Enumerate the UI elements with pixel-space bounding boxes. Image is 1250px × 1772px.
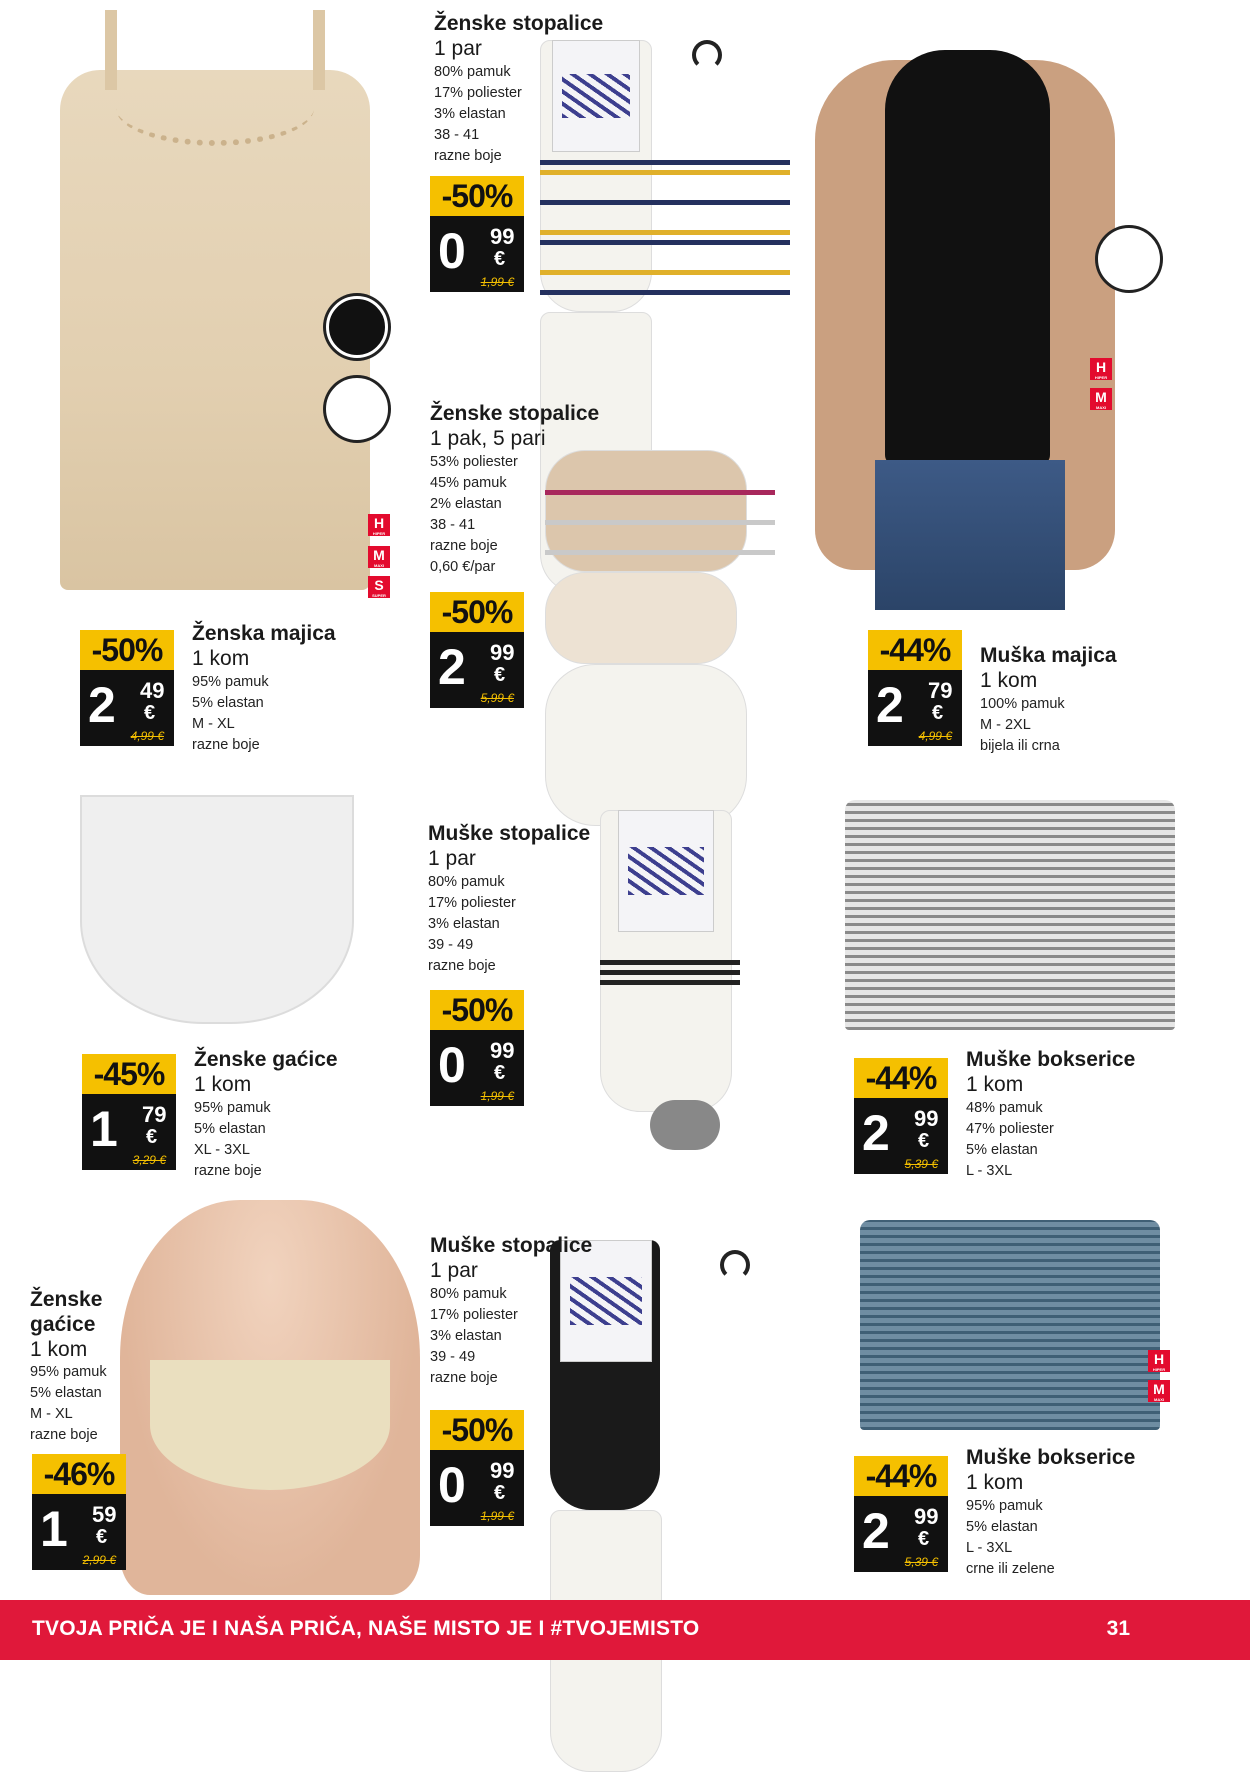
product-info-womens-panties — [30, 1288, 107, 1446]
price-tag — [854, 1058, 948, 1174]
discount-badge: -50% — [430, 592, 524, 632]
old-price: 4,99 € — [918, 729, 952, 743]
product-spec: 95% pamuk — [194, 1099, 271, 1116]
product-title: Muške stopalice — [428, 822, 591, 845]
currency-symbol: € — [918, 1130, 930, 1152]
maxi-badge: M MAXI — [1148, 1380, 1170, 1402]
old-price: 3,29 € — [132, 1153, 166, 1167]
product-spec: L - 3XL — [966, 1162, 1013, 1179]
product-quantity: 1 kom — [966, 1072, 1024, 1096]
product-quantity: 1 par — [428, 846, 476, 870]
product-info-womens-tank — [192, 622, 336, 756]
product-info-mens-tank — [980, 644, 1117, 757]
currency-symbol: € — [494, 1062, 506, 1084]
price-main: 0 — [438, 223, 463, 279]
product-title: Ženske — [30, 1288, 103, 1311]
product-spec: 3% elastan — [430, 1327, 502, 1344]
price-tag — [430, 990, 524, 1106]
currency-symbol: € — [494, 1482, 506, 1504]
product-spec: bijela ili crna — [980, 737, 1060, 754]
mens-boxers-blue-image — [860, 1220, 1160, 1430]
price-tag — [80, 630, 174, 746]
currency-symbol: € — [144, 702, 156, 724]
price-cents: 49 — [140, 678, 165, 703]
product-title: Ženske gaćice — [194, 1048, 338, 1071]
product-spec: 95% pamuk — [966, 1497, 1043, 1514]
product-spec: crne ili zelene — [966, 1560, 1055, 1577]
product-quantity: 1 kom — [192, 646, 250, 670]
discount-badge: -50% — [80, 630, 174, 670]
old-price: 5,39 € — [904, 1157, 938, 1171]
product-title: Ženske stopalice — [434, 12, 604, 35]
footer-banner — [0, 1600, 1250, 1660]
price-tag — [32, 1454, 126, 1570]
product-info-womens-socks-1 — [434, 12, 603, 167]
product-spec: 100% pamuk — [980, 695, 1065, 712]
price-tag — [430, 592, 524, 708]
product-title: Muške stopalice — [430, 1234, 593, 1257]
mens-tank-top-image — [815, 20, 1115, 610]
product-spec: razne boje — [192, 736, 260, 753]
old-price: 1,99 € — [480, 1509, 514, 1523]
product-quantity: 1 kom — [30, 1337, 88, 1361]
product-spec: 5% elastan — [30, 1385, 102, 1402]
old-price: 1,99 € — [480, 1089, 514, 1103]
price-cents: 59 — [92, 1502, 117, 1527]
womens-panties-model-image — [120, 1200, 420, 1595]
product-spec: 3% elastan — [434, 105, 506, 122]
product-spec: M - XL — [192, 715, 235, 732]
price-tag — [82, 1054, 176, 1170]
price-cents: 79 — [142, 1102, 167, 1127]
price-main: 2 — [438, 639, 463, 695]
price-cents: 99 — [914, 1106, 939, 1131]
product-spec: 5% elastan — [966, 1141, 1038, 1158]
product-title: Muške bokserice — [966, 1446, 1136, 1469]
currency-symbol: € — [932, 702, 944, 724]
product-spec: M - XL — [30, 1406, 73, 1423]
product-spec: 45% pamuk — [430, 474, 507, 491]
old-price: 4,99 € — [130, 729, 164, 743]
currency-symbol: € — [918, 1528, 930, 1550]
product-spec: 38 - 41 — [430, 516, 476, 533]
price-tag — [430, 1410, 524, 1526]
price-main: 2 — [862, 1105, 887, 1161]
price-main: 0 — [438, 1037, 463, 1093]
product-spec: razne boje — [430, 1369, 498, 1386]
product-title: Ženska majica — [192, 622, 336, 645]
hiper-badge: H HIPER — [368, 514, 390, 536]
product-info-mens-socks-1 — [428, 822, 590, 977]
discount-badge: -44% — [854, 1456, 948, 1496]
product-spec: 80% pamuk — [428, 873, 505, 890]
product-spec: 5% elastan — [966, 1518, 1038, 1535]
product-spec: 5% elastan — [192, 694, 264, 711]
discount-badge: -46% — [32, 1454, 126, 1494]
product-spec: razne boje — [194, 1162, 262, 1179]
hiper-badge: H HIPER — [1090, 358, 1112, 380]
old-price: 5,39 € — [904, 1555, 938, 1569]
product-spec: XL - 3XL — [194, 1141, 250, 1158]
price-main: 1 — [90, 1101, 115, 1157]
discount-badge: -44% — [854, 1058, 948, 1098]
product-spec: 80% pamuk — [430, 1285, 507, 1302]
product-spec: 95% pamuk — [30, 1364, 107, 1381]
product-spec: 53% poliester — [430, 453, 518, 470]
price-main: 0 — [438, 1457, 463, 1513]
product-info-mens-socks-2 — [430, 1234, 592, 1389]
price-cents: 99 — [490, 1458, 515, 1483]
product-spec: 47% poliester — [966, 1120, 1054, 1137]
discount-badge: -50% — [430, 990, 524, 1030]
price-cents: 99 — [914, 1504, 939, 1529]
product-spec: 17% poliester — [428, 894, 516, 911]
price-cents: 99 — [490, 640, 515, 665]
product-quantity: 1 kom — [980, 668, 1038, 692]
color-swatch-white[interactable] — [326, 378, 388, 440]
price-tag — [430, 176, 524, 292]
price-cents: 99 — [490, 1038, 515, 1063]
footer-slogan: TVOJA PRIČA JE I NAŠA PRIČA, NAŠE MISTO JE I #TVOJEMISTO — [32, 1617, 700, 1640]
product-title: gaćice — [30, 1312, 96, 1336]
product-spec: 17% poliester — [434, 84, 522, 101]
currency-symbol: € — [146, 1126, 158, 1148]
product-spec: 2% elastan — [430, 495, 502, 512]
currency-symbol: € — [96, 1526, 108, 1548]
womens-briefs-image — [80, 795, 354, 1024]
product-spec: 80% pamuk — [434, 63, 511, 80]
product-info-womens-socks-2 — [430, 402, 599, 578]
color-swatch-white[interactable] — [1098, 228, 1160, 290]
product-info-womens-briefs — [194, 1048, 338, 1182]
color-swatch-black[interactable] — [326, 296, 388, 358]
old-price: 5,99 € — [480, 691, 514, 705]
mens-boxers-grey-image — [845, 800, 1175, 1030]
maxi-badge: M MAXI — [368, 546, 390, 568]
hiper-badge: H HIPER — [1148, 1350, 1170, 1372]
price-cents: 79 — [928, 678, 953, 703]
product-spec: razne boje — [30, 1427, 98, 1444]
old-price: 1,99 € — [480, 275, 514, 289]
maxi-badge: M MAXI — [1090, 388, 1112, 410]
page-number: 31 — [1106, 1617, 1130, 1640]
product-spec: 39 - 49 — [428, 936, 474, 953]
price-main: 2 — [876, 677, 901, 733]
product-title: Muška majica — [980, 644, 1117, 667]
product-quantity: 1 par — [434, 36, 482, 60]
product-spec: 0,60 €/par — [430, 558, 496, 575]
price-tag — [854, 1456, 948, 1572]
discount-badge: -45% — [82, 1054, 176, 1094]
product-spec: 95% pamuk — [192, 673, 269, 690]
product-info-mens-boxers-2 — [966, 1446, 1135, 1580]
product-quantity: 1 kom — [966, 1470, 1024, 1494]
product-spec: razne boje — [430, 537, 498, 554]
currency-symbol: € — [494, 248, 506, 270]
product-spec: L - 3XL — [966, 1539, 1013, 1556]
product-title: Ženske stopalice — [430, 402, 600, 425]
price-main: 2 — [88, 677, 113, 733]
product-spec: razne boje — [428, 957, 496, 974]
price-main: 2 — [862, 1503, 887, 1559]
product-spec: 39 - 49 — [430, 1348, 476, 1365]
womens-tank-top-image — [60, 70, 370, 590]
super-badge: S SUPER — [368, 576, 390, 598]
product-spec: 17% poliester — [430, 1306, 518, 1323]
product-quantity: 1 pak, 5 pari — [430, 426, 546, 450]
product-title: Muške bokserice — [966, 1048, 1136, 1071]
discount-badge: -44% — [868, 630, 962, 670]
price-main: 1 — [40, 1501, 65, 1557]
discount-badge: -50% — [430, 176, 524, 216]
product-spec: 38 - 41 — [434, 126, 480, 143]
old-price: 2,99 € — [82, 1553, 116, 1567]
product-spec: M - 2XL — [980, 716, 1031, 733]
price-cents: 99 — [490, 224, 515, 249]
product-quantity: 1 kom — [194, 1072, 252, 1096]
product-info-mens-boxers-1 — [966, 1048, 1135, 1182]
discount-badge: -50% — [430, 1410, 524, 1450]
product-spec: 5% elastan — [194, 1120, 266, 1137]
product-spec: 48% pamuk — [966, 1099, 1043, 1116]
product-quantity: 1 par — [430, 1258, 478, 1282]
mens-socks-white-image — [600, 810, 740, 1160]
product-spec: razne boje — [434, 147, 502, 164]
currency-symbol: € — [494, 664, 506, 686]
price-tag — [868, 630, 962, 746]
product-spec: 3% elastan — [428, 915, 500, 932]
